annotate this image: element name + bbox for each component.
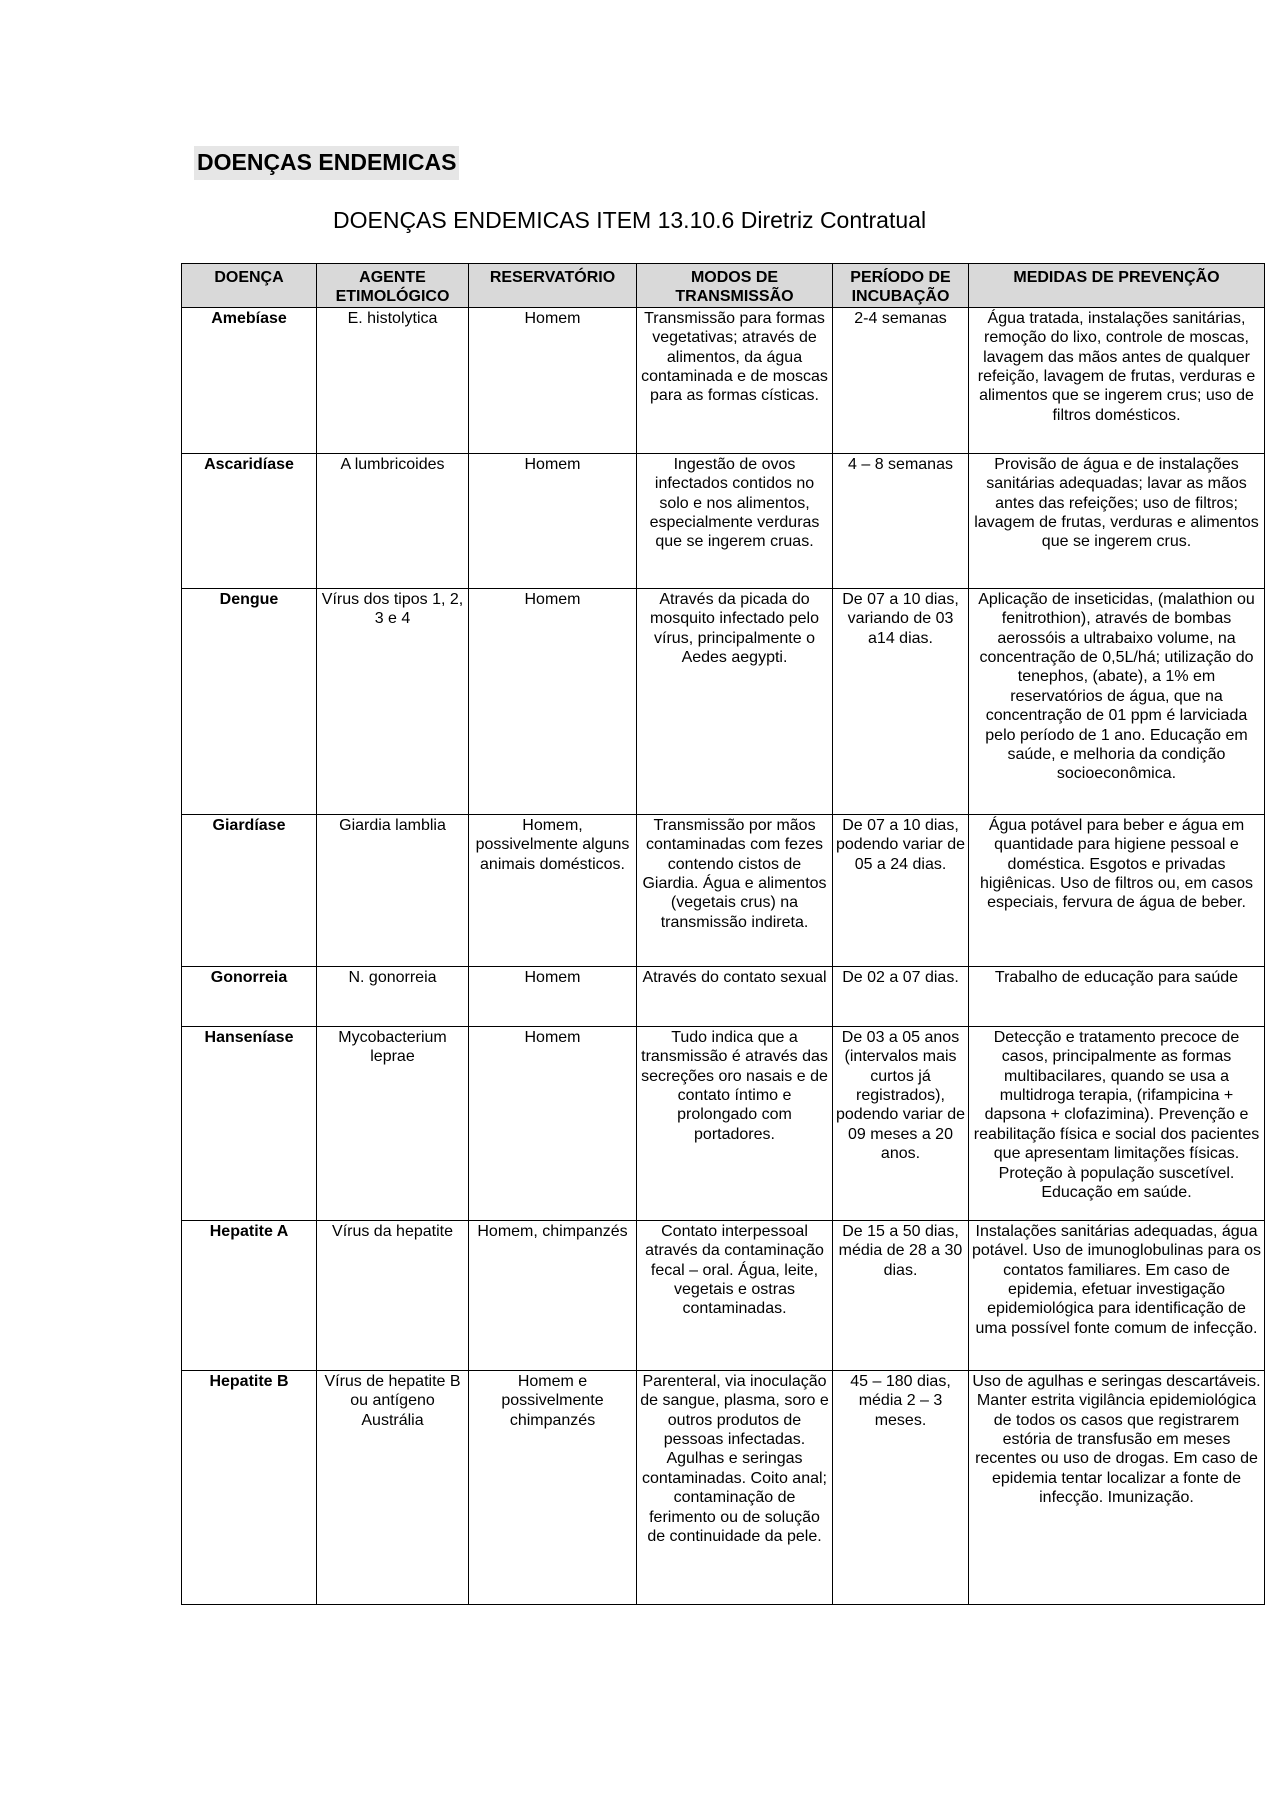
cell-prevencao-extra: Educação em saúde.: [1041, 1184, 1192, 1202]
cell-incubacao: De 15 a 50 dias, média de 28 a 30 dias.: [833, 1220, 969, 1370]
cell-prevencao-text: Detecção e tratamento precoce de casos, principalmente as formas multibacilares, quando se usa a multidroga terapia, (rifampicina + dapsona + clofazimina). Prevenção e reabilitação física e social dos pacientes que apresentam limitações físicas. Proteção à população suscetível.: [973, 1028, 1260, 1182]
cell-doenca: Hanseníase: [182, 1026, 317, 1220]
cell-reservatorio: Homem: [469, 453, 637, 588]
cell-prevencao: Uso de agulhas e seringas descartáveis. Manter estrita vigilância epidemiológica de todos os casos que registrarem estória de transfusão em meses recentes ou uso de drogas. Em caso de epidemia tentar localizar a fonte de infecção. Imunização.: [969, 1370, 1265, 1604]
table-row: [182, 453, 1265, 588]
cell-incubacao: De 07 a 10 dias, podendo variar de 05 a 24 dias.: [833, 814, 969, 966]
table-row: [182, 1220, 1265, 1370]
table-header-row: [182, 264, 1265, 308]
cell-doenca: Hepatite B: [182, 1370, 317, 1604]
cell-incubacao: 4 – 8 semanas: [833, 453, 969, 588]
cell-doenca: Dengue: [182, 588, 317, 814]
cell-prevencao: Provisão de água e de instalações sanitárias adequadas; lavar as mãos antes das refeições; uso de filtros; lavagem de frutas, verduras e alimentos que se ingerem crus.: [969, 453, 1265, 588]
cell-reservatorio: Homem: [469, 966, 637, 1026]
cell-agente: Vírus de hepatite B ou antígeno Austrália: [317, 1370, 469, 1604]
cell-agente: Mycobacterium leprae: [317, 1026, 469, 1220]
column-header-agente: AGENTE ETIMOLÓGICO: [317, 264, 469, 308]
cell-prevencao: Aplicação de inseticidas, (malathion ou fenitrothion), através de bombas aerossóis a ultrabaixo volume, na concentração de 0,5L/há; utilização do tenephos, (abate), a 1% em reservatórios de água, que na concentração de 01 ppm é larviciada pelo período de 1 ano. Educação em saúde, e melhoria da condição socioeconômica.: [969, 588, 1265, 814]
cell-transmissao: Ingestão de ovos infectados contidos no solo e nos alimentos, especialmente verduras que se ingerem cruas.: [637, 453, 833, 588]
table-row: [182, 966, 1265, 1026]
cell-transmissao: Tudo indica que a transmissão é através das secreções oro nasais e de contato íntimo e prolongado com portadores.: [637, 1026, 833, 1220]
cell-doenca: Gonorreia: [182, 966, 317, 1026]
column-header-doenca: DOENÇA: [182, 264, 317, 308]
cell-transmissao: Parenteral, via inoculação de sangue, plasma, soro e outros produtos de pessoas infectadas. Agulhas e seringas contaminadas. Coito anal; contaminação de ferimento ou de solução de continuidade da pele.: [637, 1370, 833, 1604]
cell-agente: N. gonorreia: [317, 966, 469, 1026]
cell-transmissao: Através da picada do mosquito infectado pelo vírus, principalmente o Aedes aegypti.: [637, 588, 833, 814]
cell-reservatorio: Homem: [469, 1026, 637, 1220]
cell-transmissao: Transmissão por mãos contaminadas com fezes contendo cistos de Giardia. Água e alimentos (vegetais crus) na transmissão indireta.: [637, 814, 833, 966]
cell-reservatorio: Homem: [469, 307, 637, 453]
cell-incubacao: De 03 a 05 anos (intervalos mais curtos já registrados), podendo variar de 09 meses a 20 anos.: [833, 1026, 969, 1220]
column-header-prevencao: MEDIDAS DE PREVENÇÃO: [969, 264, 1265, 308]
cell-prevencao: [969, 1026, 1265, 1220]
table-row: [182, 1026, 1265, 1220]
cell-reservatorio: Homem, chimpanzés: [469, 1220, 637, 1370]
cell-incubacao: 2-4 semanas: [833, 307, 969, 453]
cell-transmissao: Através do contato sexual: [637, 966, 833, 1026]
cell-incubacao: De 02 a 07 dias.: [833, 966, 969, 1026]
cell-incubacao: De 07 a 10 dias, variando de 03 a14 dias.: [833, 588, 969, 814]
cell-prevencao: Instalações sanitárias adequadas, água potável. Uso de imunoglobulinas para os contatos familiares. Em caso de epidemia, efetuar investigação epidemiológica para identificação de uma possível fonte comum de infecção.: [969, 1220, 1265, 1370]
cell-prevencao: Trabalho de educação para saúde: [969, 966, 1265, 1026]
cell-reservatorio: Homem: [469, 588, 637, 814]
cell-doenca: Ascaridíase: [182, 453, 317, 588]
cell-prevencao: Água tratada, instalações sanitárias, remoção do lixo, controle de moscas, lavagem das mãos antes de qualquer refeição, lavagem de frutas, verduras e alimentos que se ingerem crus; uso de filtros domésticos.: [969, 307, 1265, 453]
cell-agente: E. histolytica: [317, 307, 469, 453]
cell-agente: Giardia lamblia: [317, 814, 469, 966]
cell-agente: A lumbricoides: [317, 453, 469, 588]
cell-agente: Vírus da hepatite: [317, 1220, 469, 1370]
column-header-reservatorio: RESERVATÓRIO: [469, 264, 637, 308]
cell-incubacao: 45 – 180 dias, média 2 – 3 meses.: [833, 1370, 969, 1604]
page-heading: DOENÇAS ENDEMICAS: [194, 146, 459, 180]
cell-transmissao: Contato interpessoal através da contaminação fecal – oral. Água, leite, vegetais e ostras contaminadas.: [637, 1220, 833, 1370]
table-row: [182, 588, 1265, 814]
cell-prevencao: Água potável para beber e água em quantidade para higiene pessoal e doméstica. Esgotos e privadas higiênicas. Uso de filtros ou, em casos especiais, fervura de água de beber.: [969, 814, 1265, 966]
table-row: [182, 1370, 1265, 1604]
cell-reservatorio: Homem, possivelmente alguns animais domésticos.: [469, 814, 637, 966]
cell-agente: Vírus dos tipos 1, 2, 3 e 4: [317, 588, 469, 814]
cell-doenca: Amebíase: [182, 307, 317, 453]
cell-reservatorio: Homem e possivelmente chimpanzés: [469, 1370, 637, 1604]
cell-doenca: Hepatite A: [182, 1220, 317, 1370]
column-header-incubacao: PERÍODO DE INCUBAÇÃO: [833, 264, 969, 308]
endemic-diseases-table: [181, 263, 1265, 1605]
table-row: [182, 814, 1265, 966]
column-header-transmissao: MODOS DE TRANSMISSÃO: [637, 264, 833, 308]
cell-transmissao: Transmissão para formas vegetativas; através de alimentos, da água contaminada e de moscas para as formas císticas.: [637, 307, 833, 453]
table-row: [182, 307, 1265, 453]
document-subtitle: DOENÇAS ENDEMICAS ITEM 13.10.6 Diretriz Contratual: [333, 207, 927, 233]
cell-doenca: Giardíase: [182, 814, 317, 966]
